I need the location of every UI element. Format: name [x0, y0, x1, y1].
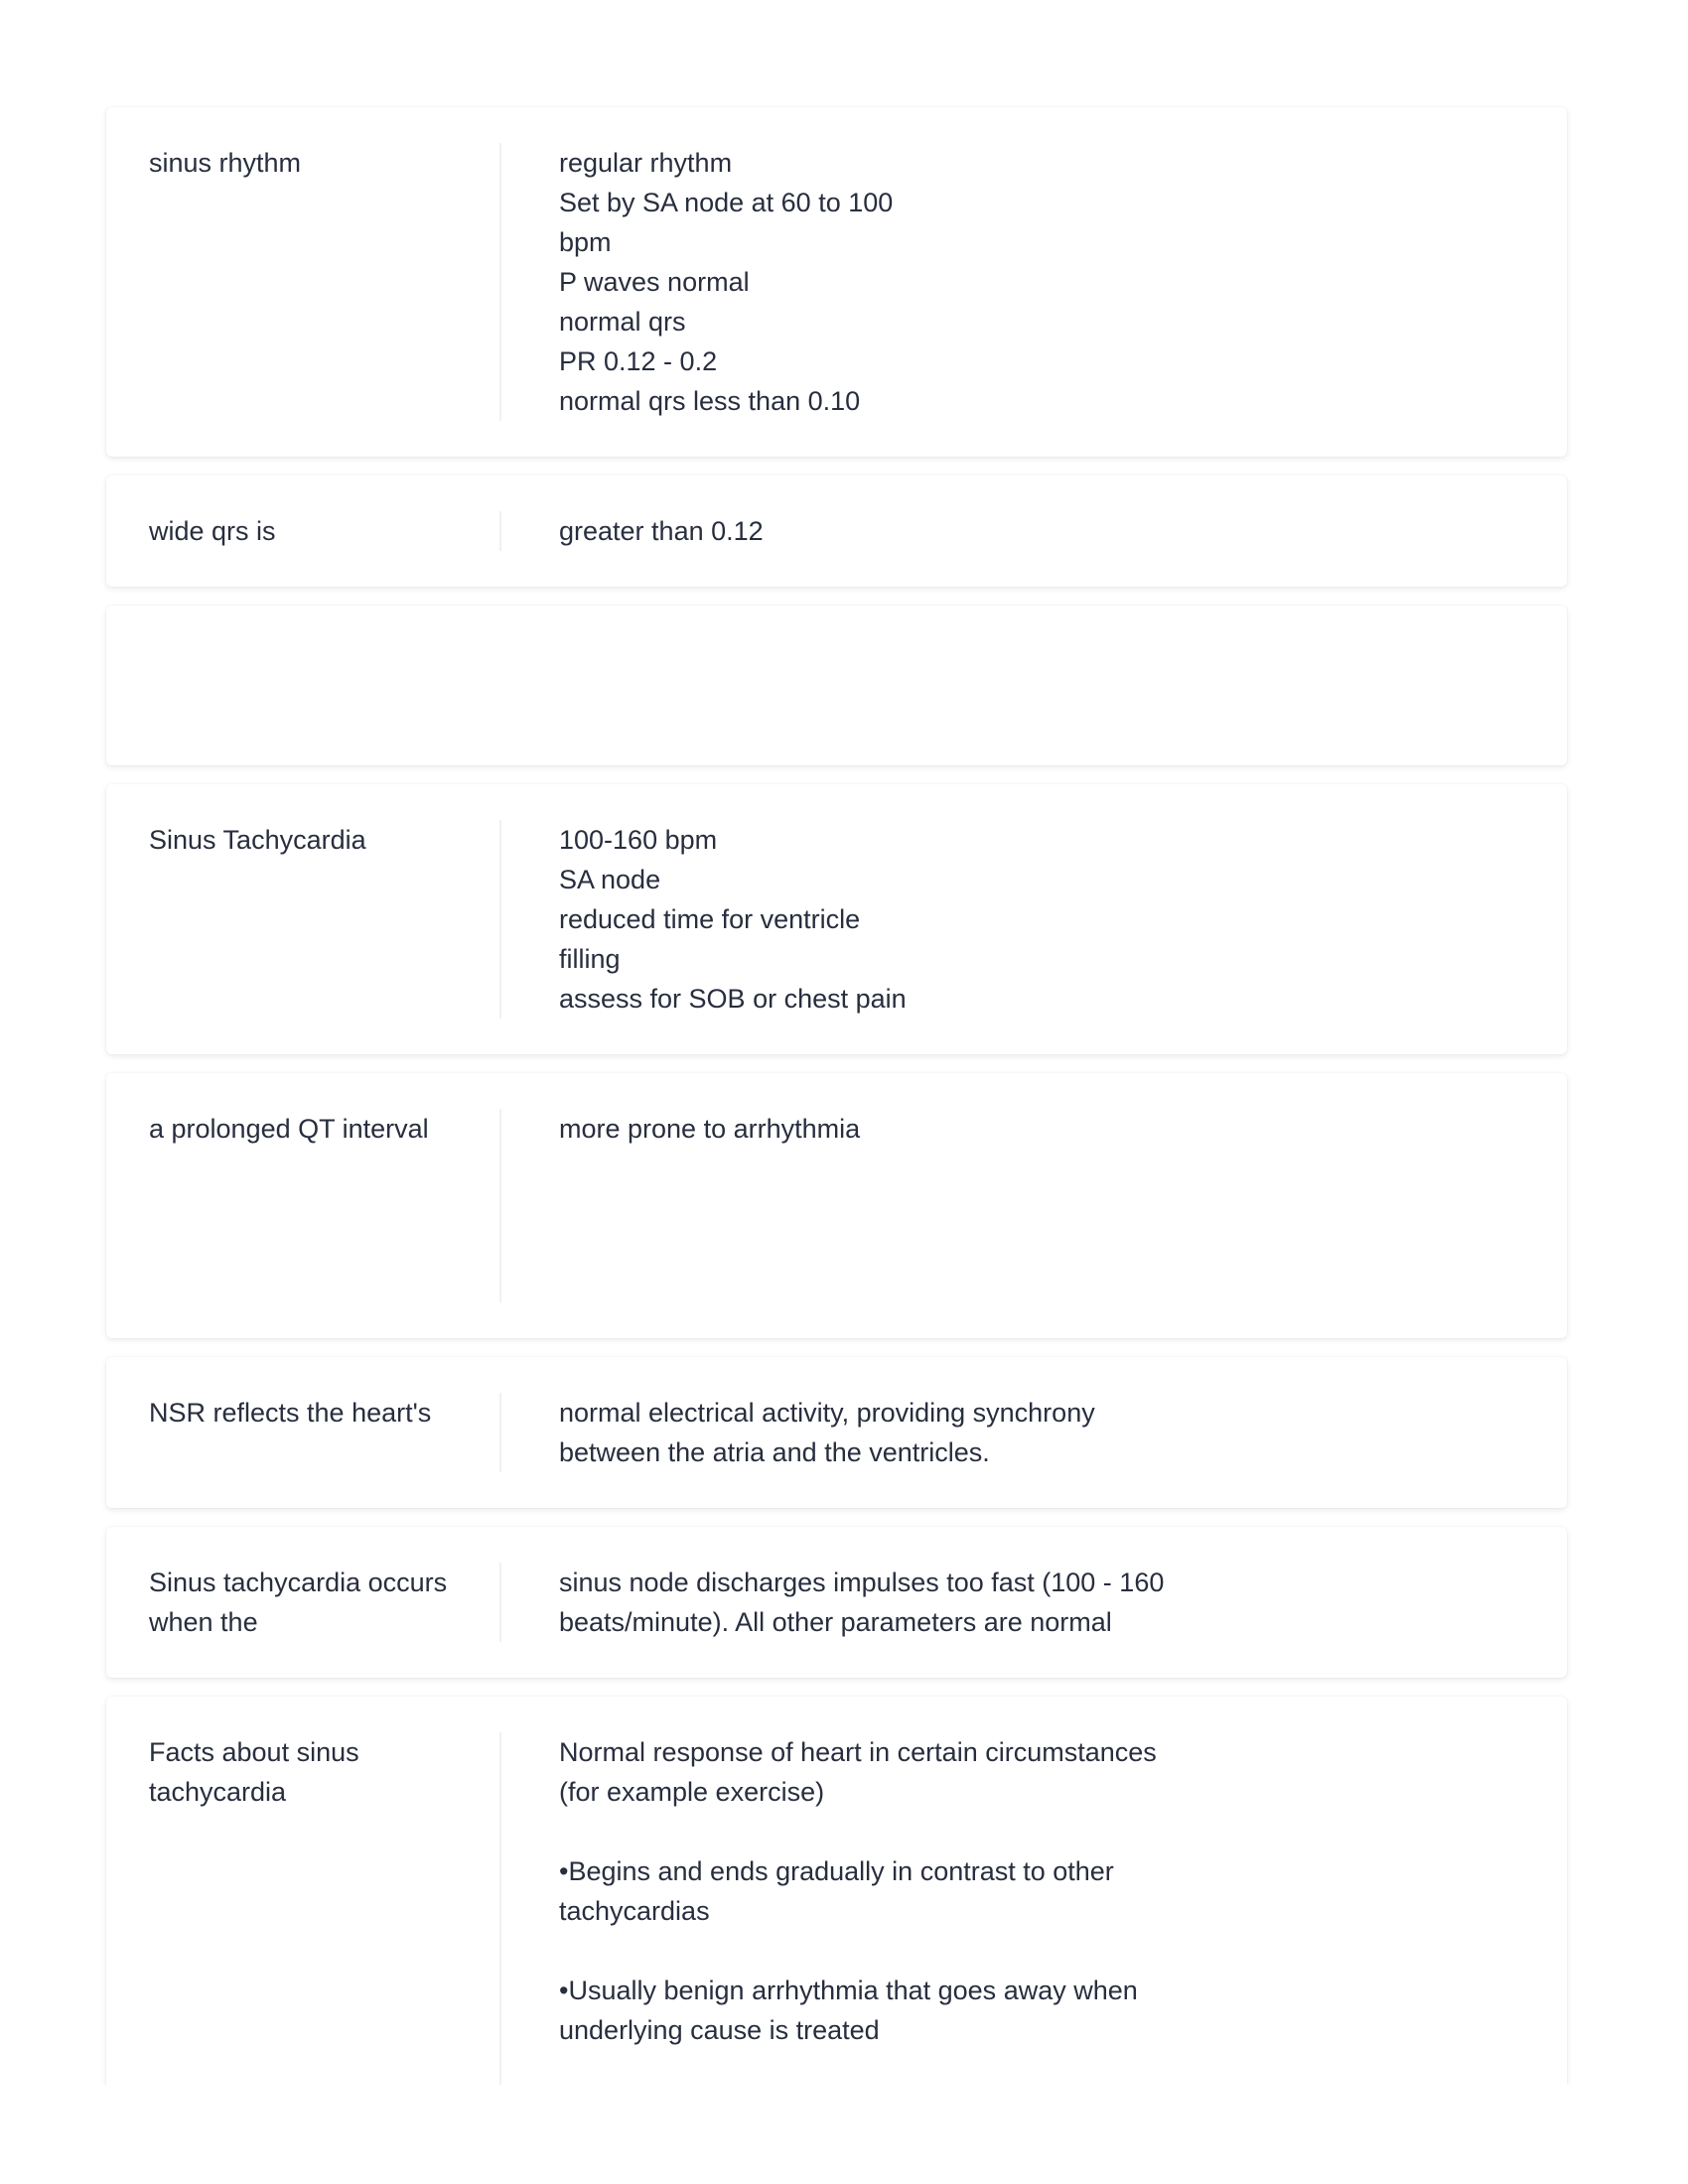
- card-term: NSR reflects the heart's: [149, 1398, 432, 1428]
- card-definition: sinus node discharges impulses too fast (100 - 160 beats/minute). All other parameters are normal: [499, 1563, 1254, 1642]
- card-definition: Normal response of heart in certain circumstances (for example exercise) •Begins and ends gradually in contrast to other tachycardias •Usually benign arrhythmia that goes away when underlying cause is treated: [499, 1732, 1254, 2085]
- flashcard: [106, 1697, 1567, 2085]
- flashcard: [106, 1073, 1567, 1338]
- flashcard: [106, 784, 1567, 1054]
- card-definition: normal electrical activity, providing synchrony between the atria and the ventricles.: [499, 1393, 1254, 1472]
- flashcard: [106, 476, 1567, 587]
- flashcard: [106, 107, 1567, 457]
- flashcard: [106, 1527, 1567, 1678]
- card-term: Facts about sinus tachycardia: [149, 1737, 359, 1807]
- card-term: a prolonged QT interval: [149, 1114, 429, 1144]
- flashcard-list: [106, 107, 1567, 2085]
- card-term: Sinus Tachycardia: [149, 825, 366, 855]
- flashcard: [106, 1357, 1567, 1508]
- card-definition: greater than 0.12: [499, 511, 1254, 551]
- card-term: Sinus tachycardia occurs when the: [149, 1568, 448, 1637]
- card-definition: more prone to arrhythmia: [499, 1109, 1254, 1302]
- card-definition: regular rhythm Set by SA node at 60 to 100 bpm P waves normal normal qrs PR 0.12 - 0.2 normal qrs less than 0.10: [499, 143, 1254, 421]
- card-definition: 100-160 bpm SA node reduced time for ventricle filling assess for SOB or chest pain: [499, 820, 1254, 1019]
- flashcard-empty: [106, 606, 1567, 765]
- card-term: sinus rhythm: [149, 148, 302, 178]
- card-term: wide qrs is: [149, 516, 276, 546]
